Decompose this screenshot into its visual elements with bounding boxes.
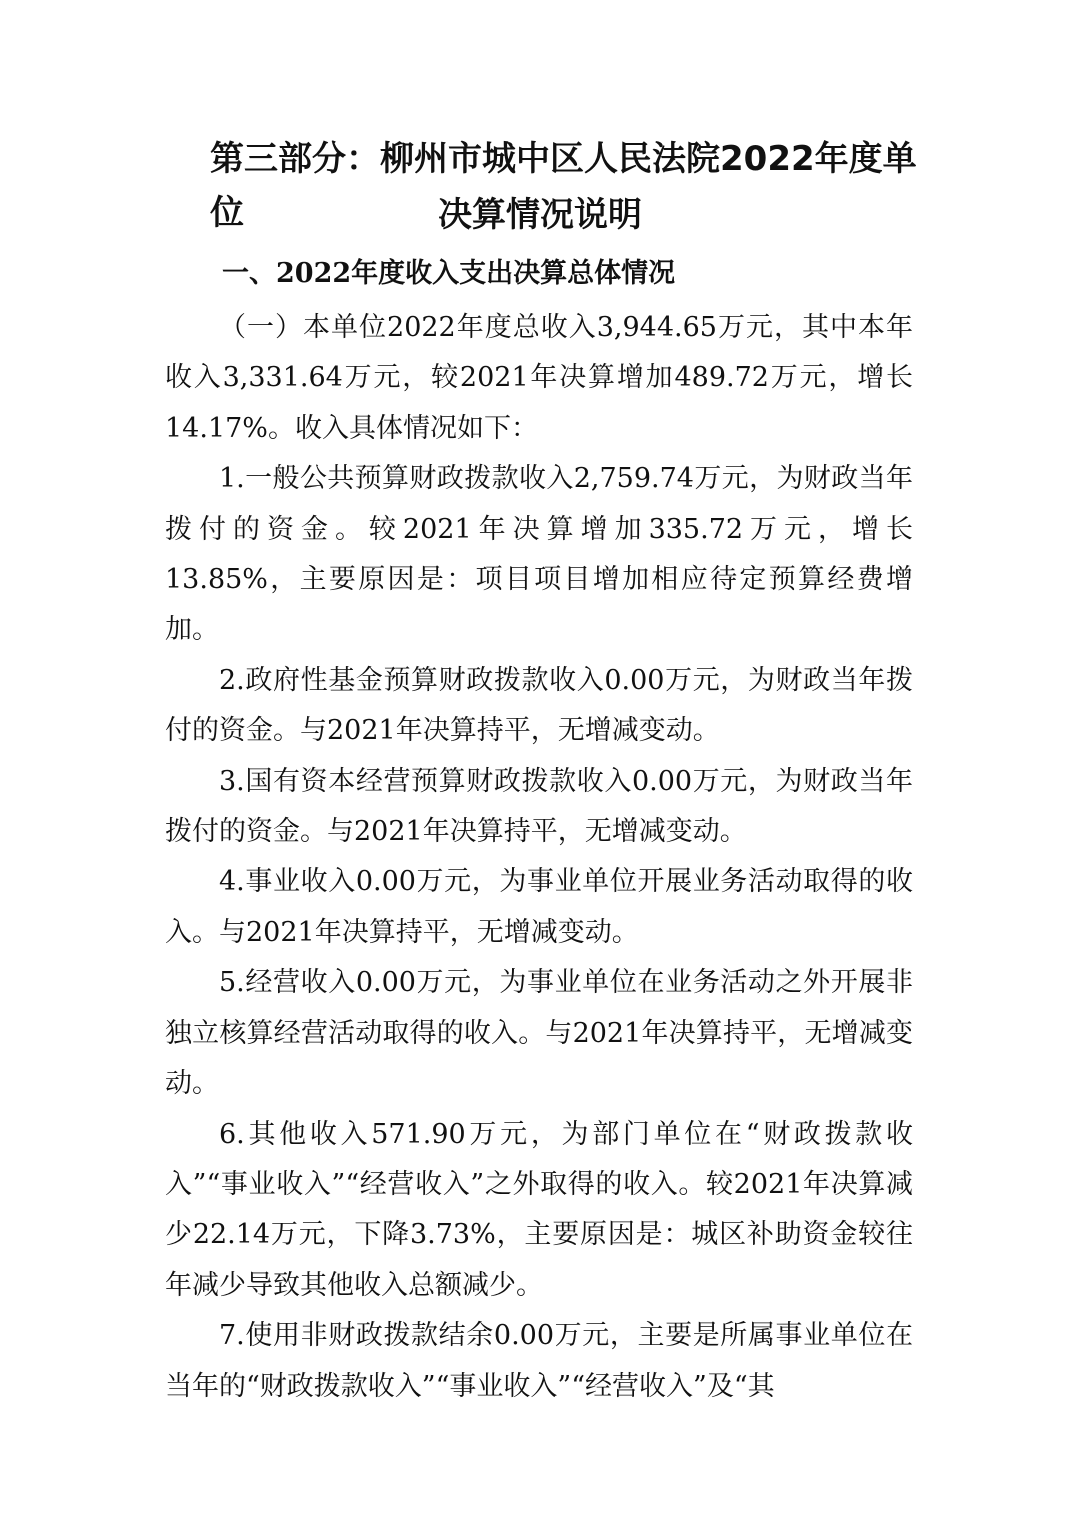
paragraph-other-income: 6.其他收入571.90万元，为部门单位在“财政拨款收入”“事业收入”“经营收入”之外取得的收入。较2021年决算减少22.14万元，下降3.73%，主要原因是：城区补助资金较往年减少导致其他收入总额减少。 [165,1118,913,1301]
paragraph-business-income: 4.事业收入0.00万元，为事业单位开展业务活动取得的收入。与2021年决算持平，无增减变动。 [165,866,913,948]
document-title-line-1: 第三部分：柳州市城中区人民法院2022年度单位 [210,139,917,233]
document-body [165,303,913,1412]
paragraph-operating-income: 5.经营收入0.00万元，为事业单位在业务活动之外开展非独立核算经营活动取得的收入。与2021年决算持平，无增减变动。 [165,967,913,1100]
paragraph-state-capital: 3.国有资本经营预算财政拨款收入0.00万元，为财政当年拨付的资金。与2021年决算持平，无增减变动。 [165,765,913,848]
paragraph-general-budget: 1.一般公共预算财政拨款收入2,759.74万元，为财政当年拨付的资金。较2021年决算增加335.72万元，增长13.85%，主要原因是：项目项目增加相应待定预算经费增加。 [165,463,913,646]
section-heading: 一、2022年度收入支出决算总体情况 [222,258,676,289]
paragraph-gov-fund: 2.政府性基金预算财政拨款收入0.00万元，为财政当年拨付的资金。与2021年决算持平，无增减变动。 [165,664,913,747]
paragraph-total-income: （一）本单位2022年度总收入3,944.65万元，其中本年收入3,331.64万元，较2021年决算增加489.72万元，增长14.17%。收入具体情况如下： [165,312,913,444]
paragraph-non-fiscal-balance: 7.使用非财政拨款结余0.00万元，主要是所属事业单位在当年的“财政拨款收入”“事业收入”“经营收入”及“其 [165,1320,913,1402]
document-title-line-2: 决算情况说明 [438,195,642,235]
